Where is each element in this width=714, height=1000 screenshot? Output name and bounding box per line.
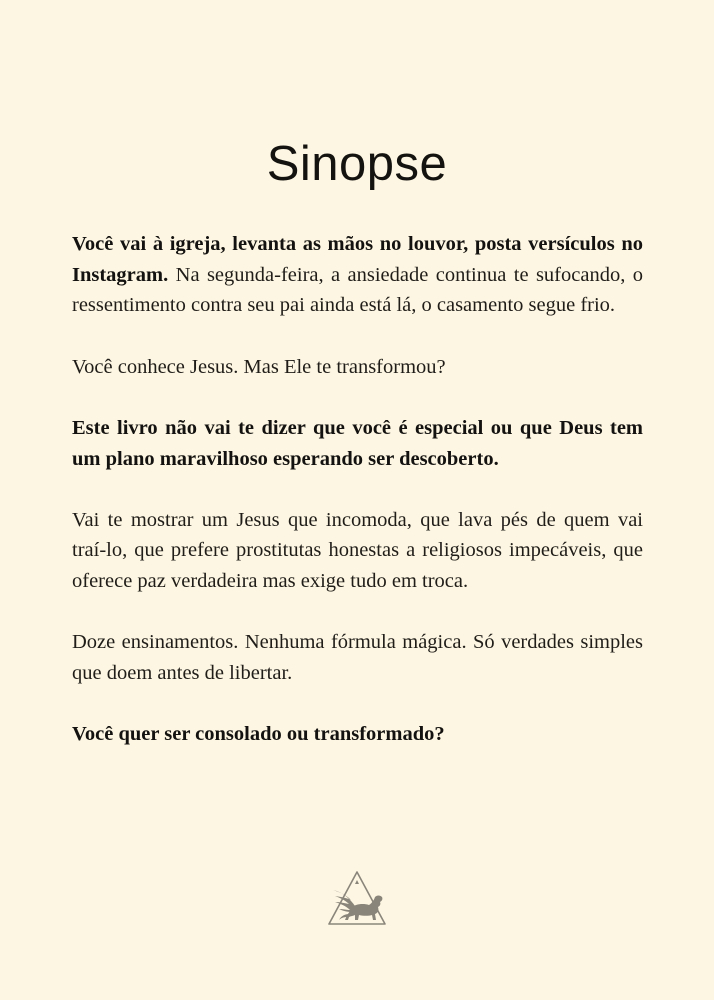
paragraph-5: Doze ensinamentos. Nenhuma fórmula mágica. Só verdades simples que doem antes de libertar. [72,631,643,685]
paragraph-2: Você conhece Jesus. Mas Ele te transformou? [72,355,446,378]
paragraph-1 [72,229,643,321]
paragraph-6 [72,719,643,750]
paragraph-1-text: Na segunda-feira, a ansiedade continua te sufocando, o ressentimento contra seu pai ainda está lá, o casamento segue frio. [72,263,643,317]
paragraph-6-bold: Você quer ser consolado ou transformado? [72,723,445,746]
paragraph-4: Vai te mostrar um Jesus que incomoda, que lava pés de quem vai traí-lo, que prefere prostitutas honestas a religiosos impecáveis, que oferece paz verdadeira mas exige tudo em troca. [72,508,643,593]
page-title: Sinopse [266,137,448,191]
winged-lion-triangle-icon [325,870,389,928]
synopsis-body [72,229,643,780]
paragraph-3-bold: Este livro não vai te dizer que você é especial ou que Deus tem um plano maravilhoso esperando ser descoberto. [72,416,643,470]
paragraph-1-bold: Você vai à igreja, levanta as mãos no louvor, posta versículos no Instagram. [72,233,643,286]
paragraph-3 [72,413,643,474]
